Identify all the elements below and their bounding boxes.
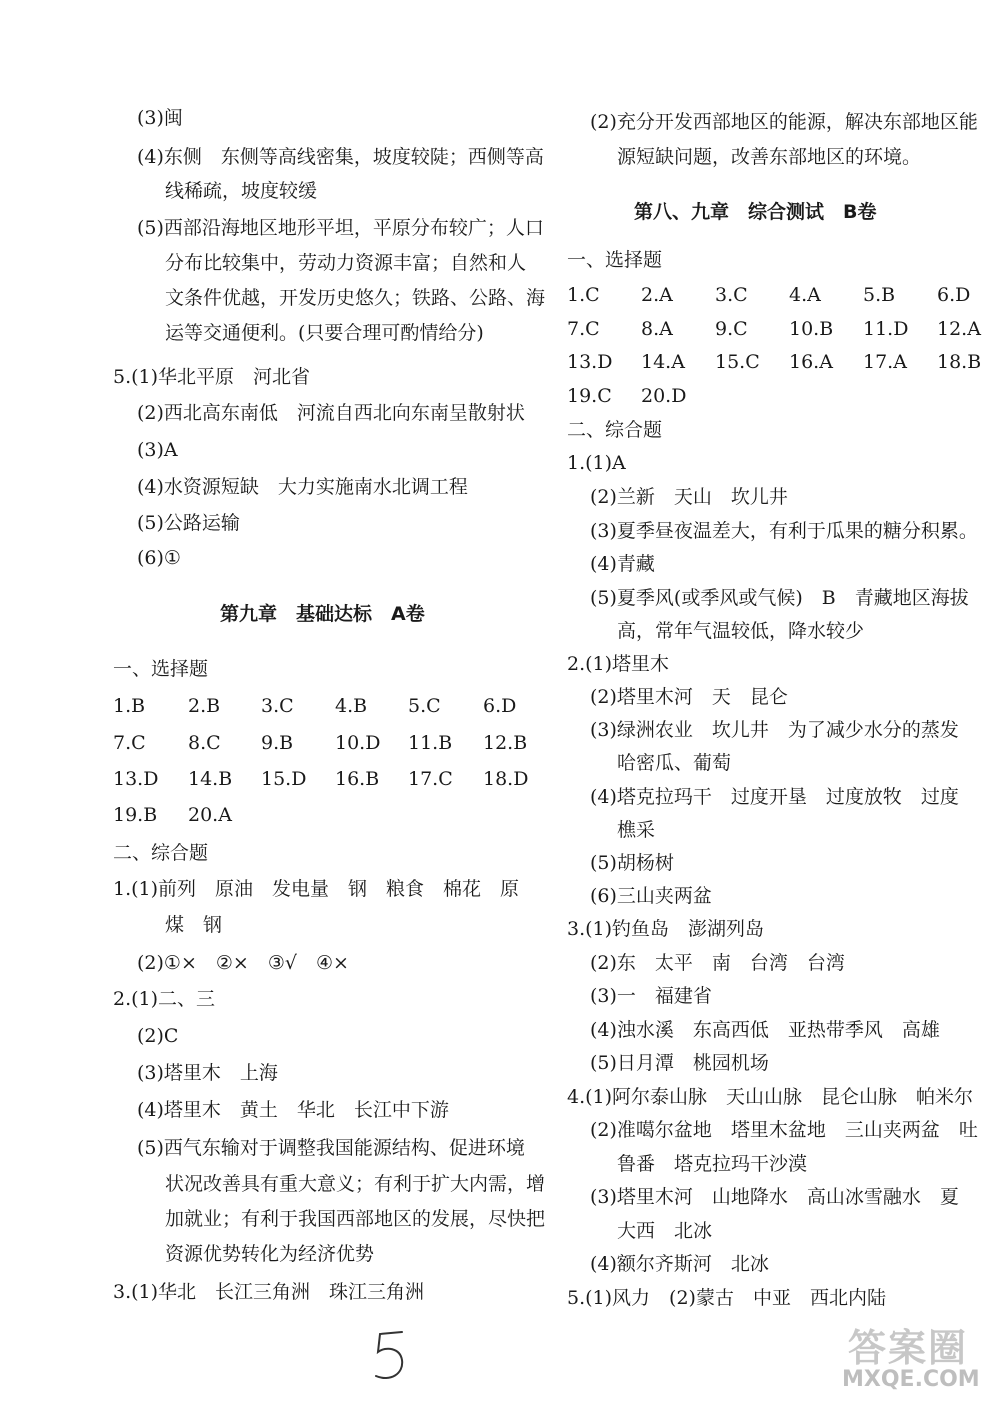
answer-line: (6)① [137, 547, 181, 569]
choice-item: 20.A [188, 804, 232, 826]
answer-line: (3)一 福建省 [590, 985, 712, 1007]
answer-line: (4)青藏 [590, 553, 655, 575]
choice-item: 19.C [567, 385, 612, 407]
choice-item: 3.C [715, 284, 748, 306]
choice-item: 5.B [863, 284, 896, 306]
answer-line: (5)公路运输 [137, 512, 240, 534]
answer-line: (4)水资源短缺 大力实施南水北调工程 [137, 476, 468, 498]
answer-line: (2)兰新 天山 坎儿井 [590, 486, 788, 508]
answer-line: 3.(1)华北 长江三角洲 珠江三角洲 [113, 1281, 425, 1303]
answer-line: (4)额尔齐斯河 北冰 [590, 1253, 769, 1275]
choice-item: 4.A [789, 284, 821, 306]
answer-line: (3)夏季昼夜温差大，有利于瓜果的糖分积累。 [590, 520, 978, 542]
choice-item: 6.D [937, 284, 971, 306]
answer-line: (3)闽 [137, 107, 183, 129]
choice-item: 1.C [567, 284, 600, 306]
choice-item: 17.A [863, 351, 907, 373]
choice-item: 17.C [408, 768, 453, 790]
choice-item: 6.D [483, 695, 517, 717]
choice-item: 2.A [641, 284, 673, 306]
answer-line: 源短缺问题，改善东部地区的环境。 [617, 146, 922, 168]
choice-item: 15.D [261, 768, 307, 790]
choice-item: 14.A [641, 351, 685, 373]
answer-line: (4)塔克拉玛干 过度开垦 过度放牧 过度 [590, 786, 959, 808]
choice-item: 7.C [113, 732, 146, 754]
choice-item: 4.B [335, 695, 368, 717]
choice-item: 16.A [789, 351, 833, 373]
answer-line: 分布比较集中，劳动力资源丰富；自然和人 [165, 252, 527, 274]
answer-line: (2)C [137, 1025, 179, 1047]
answer-line: (4)塔里木 黄土 华北 长江中下游 [137, 1099, 449, 1121]
watermark [842, 1317, 992, 1397]
answer-line: (2)充分开发西部地区的能源，解决东部地区能 [590, 111, 978, 133]
answer-line: (2)西北高东南低 河流自西北向东南呈散射状 [137, 402, 525, 424]
choice-item: 2.B [188, 695, 221, 717]
answer-line: (3)塔里木 上海 [137, 1062, 278, 1084]
comp-heading: 二、综合题 [113, 842, 209, 864]
choice-item: 9.B [261, 732, 294, 754]
section-title: 第八、九章 综合测试 B卷 [634, 201, 877, 223]
answer-line: 运等交通便利。(只要合理可酌情给分) [165, 322, 484, 344]
answer-line: (5)夏季风(或季风或气候) B 青藏地区海拔 [590, 587, 969, 609]
choice-heading: 一、选择题 [567, 249, 663, 271]
choice-item: 7.C [567, 318, 600, 340]
answer-line: (5)胡杨树 [590, 852, 674, 874]
choice-item: 14.B [188, 768, 233, 790]
answer-line: (4)浊水溪 东高西低 亚热带季风 高雄 [590, 1019, 940, 1041]
choice-item: 8.C [188, 732, 221, 754]
choice-item: 8.A [641, 318, 673, 340]
answer-line: (6)三山夹两盆 [590, 885, 712, 907]
answer-line: (2)塔里木河 天 昆仑 [590, 686, 788, 708]
answer-line: 哈密瓜、葡萄 [617, 752, 732, 774]
answer-line: 线稀疏，坡度较缓 [165, 180, 318, 202]
answer-line: (3)塔里木河 山地降水 高山冰雪融水 夏 [590, 1186, 959, 1208]
answer-line: 1.(1)A [567, 452, 626, 474]
answer-line: (5)日月潭 桃园机场 [590, 1052, 769, 1074]
answer-line: (2)准噶尔盆地 塔里木盆地 三山夹两盆 吐 [590, 1119, 978, 1141]
choice-item: 16.B [335, 768, 380, 790]
choice-item: 12.A [937, 318, 981, 340]
choice-item: 20.D [641, 385, 687, 407]
section-title: 第九章 基础达标 A卷 [220, 603, 425, 625]
answer-line: 状况改善具有重大意义；有利于扩大内需，增 [165, 1173, 546, 1195]
choice-item: 9.C [715, 318, 748, 340]
answer-line: (2)东 太平 南 台湾 台湾 [590, 952, 845, 974]
choice-item: 11.B [408, 732, 453, 754]
choice-item: 15.C [715, 351, 760, 373]
choice-item: 13.D [567, 351, 613, 373]
choice-item: 3.C [261, 695, 294, 717]
answer-line: 4.(1)阿尔泰山脉 天山山脉 昆仑山脉 帕米尔 [567, 1086, 974, 1108]
answer-line: (5)西部沿海地区地形平坦，平原分布较广；人口 [137, 217, 544, 239]
choice-item: 10.B [789, 318, 834, 340]
answer-line: 1.(1)前列 原油 发电量 钢 粮食 棉花 原 [113, 878, 520, 900]
answer-line: (3)绿洲农业 坎儿井 为了减少水分的蒸发 [590, 719, 959, 741]
answer-line: 2.(1)塔里木 [567, 653, 670, 675]
choice-item: 12.B [483, 732, 528, 754]
answer-line: 煤 钢 [165, 914, 223, 936]
answer-line: 2.(1)二、三 [113, 988, 216, 1010]
answer-line: 资源优势转化为经济优势 [165, 1243, 375, 1265]
choice-heading: 一、选择题 [113, 658, 209, 680]
answer-line: 5.(1)华北平原 河北省 [113, 366, 311, 388]
comp-heading: 二、综合题 [567, 419, 663, 441]
choice-item: 19.B [113, 804, 158, 826]
choice-item: 5.C [408, 695, 441, 717]
choice-item: 1.B [113, 695, 146, 717]
answer-line: 鲁番 塔克拉玛干沙漠 [617, 1153, 808, 1175]
choice-item: 11.D [863, 318, 909, 340]
answer-line: (3)A [137, 439, 178, 461]
answer-line: 5.(1)风力 (2)蒙古 中亚 西北内陆 [567, 1287, 886, 1309]
choice-item: 13.D [113, 768, 159, 790]
handwritten-page-number [372, 1328, 408, 1384]
answer-line: 樵采 [617, 819, 656, 841]
watermark-logo: 答案圈 [848, 1326, 969, 1370]
answer-line: 3.(1)钓鱼岛 澎湖列岛 [567, 918, 765, 940]
answer-line: (4)东侧 东侧等高线密集，坡度较陡；西侧等高 [137, 146, 544, 168]
watermark-url: MXQE.COM [842, 1367, 980, 1392]
answer-line: (2)①× ②× ③√ ④× [137, 952, 349, 974]
choice-item: 18.B [937, 351, 982, 373]
answer-line: 文条件优越，开发历史悠久；铁路、公路、海 [165, 287, 546, 309]
choice-item: 10.D [335, 732, 381, 754]
answer-line: 加就业；有利于我国西部地区的发展，尽快把 [165, 1208, 546, 1230]
answer-line: 大西 北冰 [617, 1220, 713, 1242]
answer-line: (5)西气东输对于调整我国能源结构、促进环境 [137, 1137, 525, 1159]
choice-item: 18.D [483, 768, 529, 790]
answer-line: 高，常年气温较低，降水较少 [617, 620, 865, 642]
